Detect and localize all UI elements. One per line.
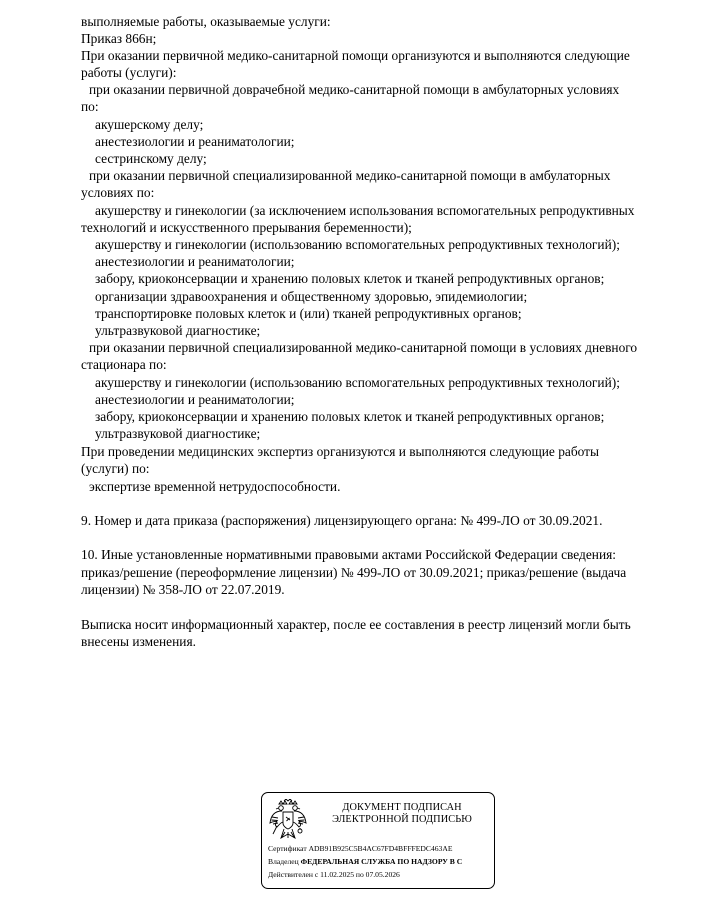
electronic-signature-stamp bbox=[261, 792, 495, 889]
text-line: при оказании первичной доврачебной медико-санитарной помощи в амбулаторных условиях bbox=[89, 82, 620, 97]
section-10-text: 10. Иные установленные нормативными правовыми актами Российской Федерации сведения: bbox=[81, 547, 616, 562]
text-line: ультразвуковой диагностике; bbox=[95, 426, 261, 441]
section-10-text: лицензии) № 358-ЛО от 22.07.2019. bbox=[81, 582, 285, 597]
text-line: анестезиологии и реаниматологии; bbox=[95, 134, 295, 149]
stamp-owner-value: ФЕДЕРАЛЬНАЯ СЛУЖБА ПО НАДЗОРУ В С bbox=[300, 857, 463, 866]
stamp-validity: Действителен с 11.02.2025 по 07.05.2026 bbox=[268, 870, 400, 879]
disclaimer-text: Выписка носит информационный характер, после ее составления в реестр лицензий могли быть bbox=[81, 617, 631, 632]
section-10-text: приказ/решение (переоформление лицензии) № 499-ЛО от 30.09.2021; приказ/решение (выдача bbox=[81, 565, 627, 580]
text-line: по: bbox=[81, 99, 99, 114]
text-line: При проведении медицинских экспертиз организуются и выполняются следующие работы bbox=[81, 444, 600, 459]
russian-coat-of-arms-icon bbox=[269, 799, 307, 843]
text-line: работы (услуги): bbox=[81, 65, 177, 80]
text-line: забору, криоконсервации и хранению половых клеток и тканей репродуктивных органов; bbox=[95, 409, 605, 424]
text-line: анестезиологии и реаниматологии; bbox=[95, 392, 295, 407]
text-line: экспертизе временной нетрудоспособности. bbox=[89, 479, 341, 494]
text-line: акушерству и гинекологии (за исключением использования вспомогательных репродуктивных bbox=[95, 203, 635, 218]
text-line: транспортировке половых клеток и (или) тканей репродуктивных органов; bbox=[95, 306, 522, 321]
stamp-certificate-label: Сертификат bbox=[268, 844, 307, 853]
text-line: акушерству и гинекологии (использованию вспомогательных репродуктивных технологий); bbox=[95, 375, 620, 390]
text-line: (услуги) по: bbox=[81, 461, 150, 476]
stamp-owner bbox=[268, 857, 462, 866]
stamp-title-line-1: ДОКУМЕНТ ПОДПИСАН bbox=[342, 802, 462, 813]
text-line: ультразвуковой диагностике; bbox=[95, 323, 261, 338]
text-line: сестринскому делу; bbox=[95, 151, 207, 166]
text-line: выполняемые работы, оказываемые услуги: bbox=[81, 14, 331, 29]
text-line: акушерству и гинекологии (использованию вспомогательных репродуктивных технологий); bbox=[95, 237, 620, 252]
text-line: акушерскому делу; bbox=[95, 117, 204, 132]
text-line: анестезиологии и реаниматологии; bbox=[95, 254, 295, 269]
section-9-text: 9. Номер и дата приказа (распоряжения) лицензирующего органа: № 499-ЛО от 30.09.2021. bbox=[81, 513, 603, 528]
text-line: При оказании первичной медико-санитарной помощи организуются и выполняются следующие bbox=[81, 48, 630, 63]
text-line: при оказании первичной специализированной медико-санитарной помощи в условиях дневного bbox=[89, 340, 638, 355]
text-line: забору, криоконсервации и хранению половых клеток и тканей репродуктивных органов; bbox=[95, 271, 605, 286]
text-line: организации здравоохранения и общественному здоровью, эпидемиологии; bbox=[95, 289, 528, 304]
stamp-owner-label: Владелец bbox=[268, 857, 299, 866]
text-line: при оказании первичной специализированной медико-санитарной помощи в амбулаторных bbox=[89, 168, 611, 183]
stamp-certificate bbox=[268, 844, 452, 853]
disclaimer-text: внесены изменения. bbox=[81, 634, 196, 649]
text-line: стационара по: bbox=[81, 357, 167, 372]
text-line: условиях по: bbox=[81, 185, 155, 200]
stamp-title-line-2: ЭЛЕКТРОННОЙ ПОДПИСЬЮ bbox=[332, 814, 472, 825]
text-line: технологий и искусственного прерывания беременности); bbox=[81, 220, 412, 235]
text-line: Приказ 866н; bbox=[81, 31, 157, 46]
stamp-certificate-value: ADB91B925C5B4AC67FD4BFFFEDC463AE bbox=[308, 844, 453, 853]
